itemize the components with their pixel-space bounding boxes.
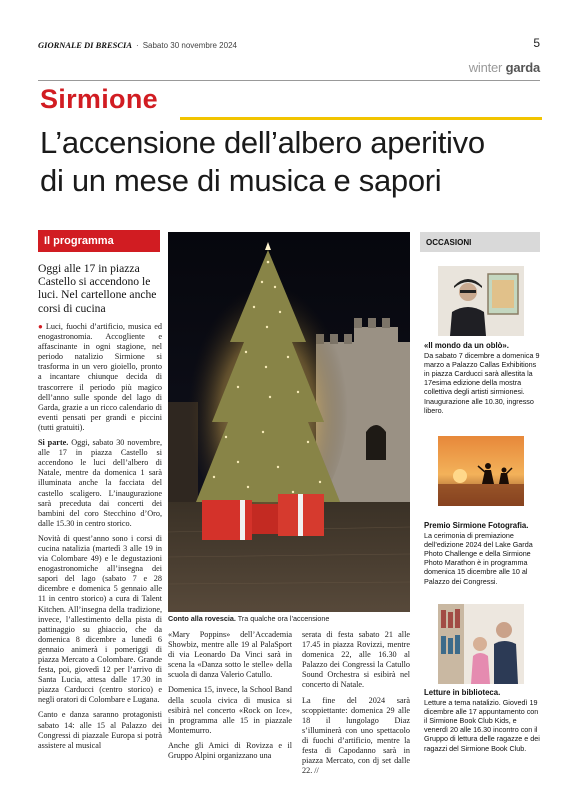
newspaper-name: GIORNALE DI BRESCIA bbox=[38, 40, 133, 50]
issue-date: Sabato 30 novembre 2024 bbox=[142, 41, 237, 50]
paragraph-2-text: Oggi, sabato 30 novembre, alle 17 in piazza Castello si accendono le luci dell’albero di Natale, mentre da domenica 1 sarà illuminata anche la facciata del castello scaligero. L’inaugurazione sarà preceduta dai concerti dei bambini del coro Stecchino d’Oro, dalle 15.30 in centro storico. bbox=[38, 438, 163, 528]
program-label: Il programma bbox=[38, 230, 160, 252]
paragraph-3: Novità di quest’anno sono i corsi di cucina natalizia (martedì 3 alle 19 in via Colombare 49) e le degustazioni enogastronomiche all’insegna dei sapori del lago (sabato 7 e 28 dicembre e domenica 5 gennaio alle 11 in centro storico) a cura di Talent Kitchen. All’insegna della tradizione, invece, l’allestimento della pista di pattinaggio su ghiaccio, che da domenica 8 dicembre a lunedì 6 gennaio animerà i pomeriggi di piazza Mercato a Colombare. Grande festa, poi, giovedì 12 per l’arrivo di Santa Lucia, attesa dalle 17.30 in piazza Carducci (centro storico) e negli oratori di Colombare e Lugana. bbox=[38, 533, 162, 705]
sidebar-item-1-title: «Il mondo da un oblò». bbox=[424, 341, 509, 350]
article-kicker: Sirmione bbox=[40, 84, 158, 114]
program-subheading: Oggi alle 17 in piazza Castello si accendono le luci. Nel cartellone anche corsi di cucina bbox=[38, 262, 157, 315]
article-column-2 bbox=[168, 630, 292, 766]
sidebar-item-3 bbox=[424, 688, 542, 753]
paragraph-1-text: Luci, fuochi d’artificio, musica ed enogastronomia. Accogliente e affascinante in ogni stagione, nel periodo natalizio Sirmione si trasforma in un vero gioiello, pronto a incantare chiunque decida di trascorrere il periodo più magico dell’anno sulle sponde del lago di Garda, grazie a un ricco calendario di eventi pensati per grandi e piccini (tutti gratuiti). bbox=[38, 322, 162, 432]
sidebar-photo-exhibition bbox=[438, 266, 524, 336]
page-header bbox=[38, 36, 540, 54]
christmas-tree-illustration bbox=[168, 232, 410, 612]
column-2-paragraph-3: Anche gli Amici di Rovizza e il Gruppo Alpini organizzano una bbox=[168, 740, 292, 761]
column-2-paragraph-1: «Mary Poppins» dell’Accademia Showbiz, mentre alle 19 al PalaSport di via Leonardo Da Vinci sarà in scena la «Danza sotto le stelle» della scuola di danza Valerio Catullo. bbox=[168, 630, 292, 680]
library-illustration bbox=[438, 604, 524, 684]
column-2-paragraph-2: Domenica 15, invece, la School Band della scuola civica di musica si esibirà nel concerto «Rock on Ice», in programma alle 15 in piazzale Montemurro. bbox=[168, 685, 292, 735]
photo-caption bbox=[168, 614, 410, 623]
sidebar-item-2-text: La cerimonia di premiazione dell’edizione 2024 del Lake Garda Photo Challenge e della Sirmione Photo Marathon è in programma domenica 15 dicembre alle 10 al Palazzo dei Congressi. bbox=[424, 531, 533, 586]
paragraph-2 bbox=[38, 438, 162, 529]
bullet-icon: ● bbox=[38, 322, 44, 331]
sidebar-photo-sunset bbox=[438, 436, 524, 506]
christmas-tree-photo bbox=[168, 232, 410, 612]
headline-line-2: di un mese di musica e sapori bbox=[40, 163, 442, 198]
article-column-1 bbox=[38, 322, 162, 756]
section-tag-garda: garda bbox=[505, 60, 540, 75]
header-rule bbox=[38, 80, 540, 81]
caption-lead: Conto alla rovescia. bbox=[168, 614, 236, 623]
column-3-paragraph-1: serata di festa sabato 21 alle 17.45 in piazza Rovizzi, mentre domenica 22, alle 16.30 al Palazzo dei Congressi la Catullo Sound Orchestra si esibirà nel concerto di Natale. bbox=[302, 630, 410, 690]
column-3-paragraph-2: La fine del 2024 sarà scoppiettante: domenica 29 alle 18 il lungolago Diaz s’illuminerà con uno spettacolo di fuochi d’artificio, mentre la festa di Capodanno sarà in piazza Mercato, con dj set dalle 22. // bbox=[302, 695, 410, 776]
page-number: 5 bbox=[533, 36, 540, 50]
sunset-illustration bbox=[438, 436, 524, 506]
section-tag bbox=[469, 60, 540, 75]
sidebar-item-1 bbox=[424, 341, 542, 415]
headline-line-1: L’accensione dell’albero aperitivo bbox=[40, 125, 485, 160]
sidebar-item-2-title: Premio Sirmione Fotografia. bbox=[424, 521, 529, 530]
article-headline bbox=[40, 124, 540, 200]
exhibition-illustration bbox=[438, 266, 524, 336]
article-column-3 bbox=[302, 630, 410, 781]
sidebar-title: OCCASIONI bbox=[420, 232, 540, 252]
kicker-rule bbox=[180, 117, 542, 120]
header-separator: · bbox=[136, 41, 139, 50]
sidebar-item-1-text: Da sabato 7 dicembre a domenica 9 marzo a Palazzo Callas Exhibitions in piazza Carducci sarà allestita la 17esima edizione della mostra collettiva degli artisti sirmionesi. Inaugurazione alle 10.30, ingresso libero. bbox=[424, 351, 540, 415]
paragraph-1 bbox=[38, 322, 162, 433]
section-tag-winter: winter bbox=[468, 60, 503, 75]
sidebar-photo-library bbox=[438, 604, 524, 684]
paragraph-2-lead: Si parte. bbox=[38, 438, 69, 448]
sidebar-item-3-title: Letture in biblioteca. bbox=[424, 688, 501, 697]
sidebar-item-2 bbox=[424, 521, 542, 586]
sidebar-item-3-text: Letture a tema natalizio. Giovedì 19 dicembre alle 17 appuntamento con il Sirmione Book Club Kids, e venerdì 20 alle 16.30 incontro con il Gruppo di lettura delle ragazze e dei ragazzi del Sirmione Book Club. bbox=[424, 698, 540, 753]
paragraph-4: Canto e danza saranno protagonisti sabato 14: alle 15 al Palazzo dei Congressi di piazzale Europa si potrà assistere al musical bbox=[38, 710, 162, 750]
caption-text: Tra qualche ora l’accensione bbox=[237, 614, 330, 623]
